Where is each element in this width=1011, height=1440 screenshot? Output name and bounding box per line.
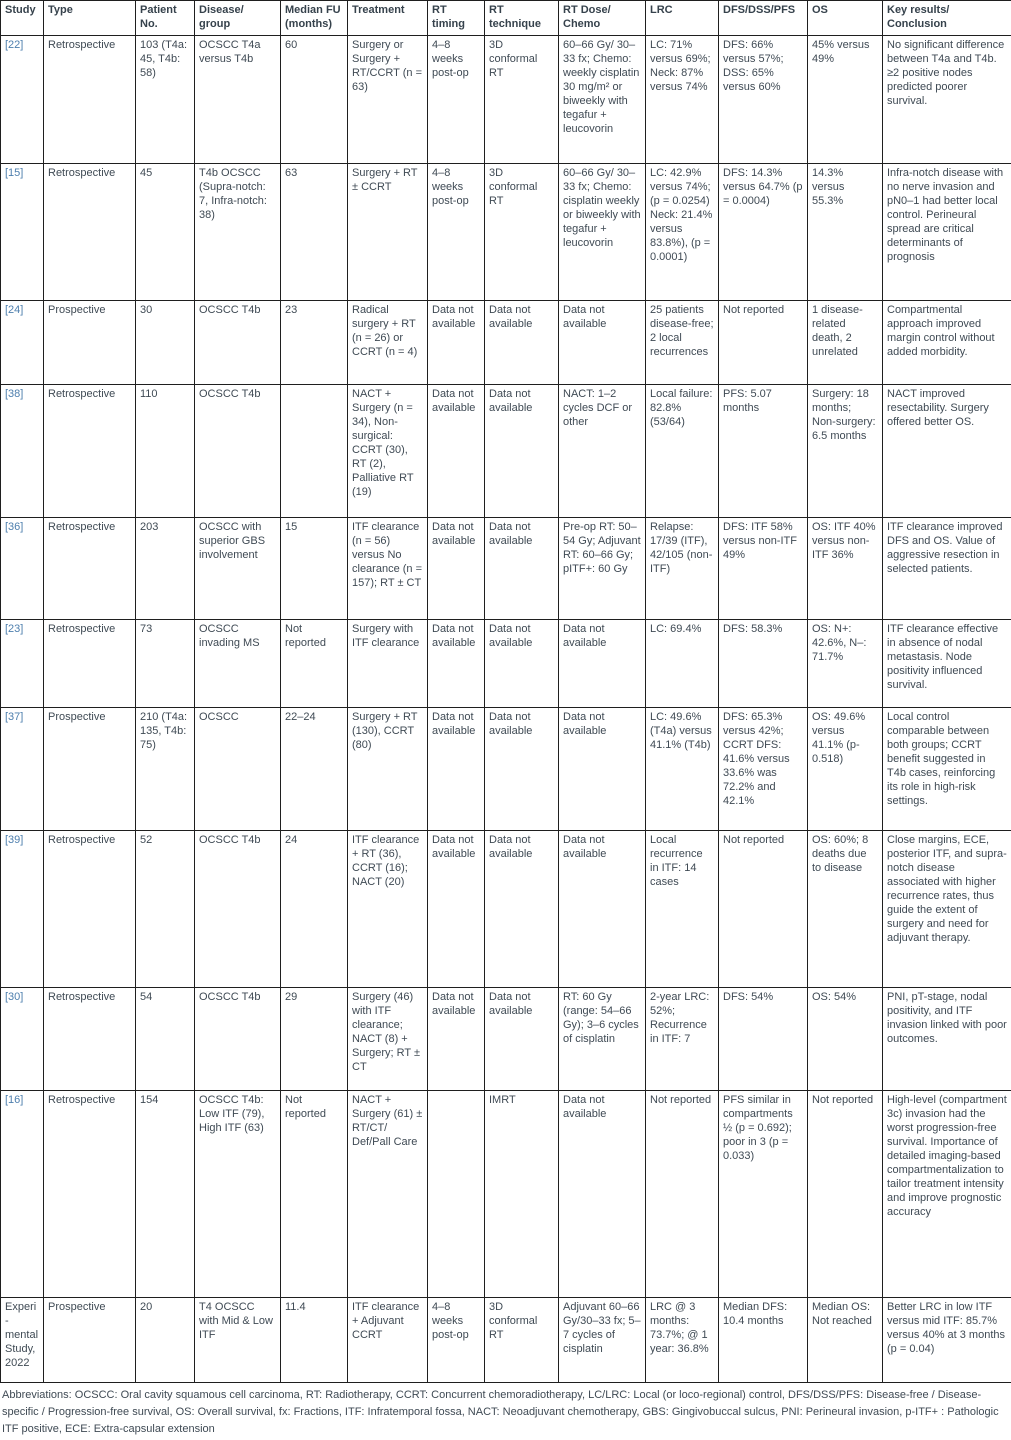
table-cell: OCSCC xyxy=(195,708,281,831)
table-cell: Data not available xyxy=(485,301,559,385)
table-cell: ITF clearance (n = 56) versus No clearance (n = 157); RT ± CT xyxy=(348,518,428,620)
column-header: RT Dose/ Chemo xyxy=(559,1,646,36)
table-cell: LRC @ 3 months: 73.7%; @ 1 year: 36.8% xyxy=(646,1298,719,1383)
table-cell: Adjuvant 60–66 Gy/30–33 fx; 5–7 cycles of cisplatin xyxy=(559,1298,646,1383)
table-cell: 3D conformal RT xyxy=(485,1298,559,1383)
table-cell: Close margins, ECE, posterior ITF, and supra-notch disease associated with higher recurrence rates, thus guide the extent of surgery and need for adjuvant therapy. xyxy=(883,831,1011,988)
table-cell: 4–8 weeks post-op xyxy=(428,164,485,301)
study-cell: Experi-mental Study, 2022 xyxy=(1,1298,44,1383)
table-cell: Retrospective xyxy=(44,988,136,1091)
table-cell: DFS: 14.3% versus 64.7% (p = 0.0004) xyxy=(719,164,808,301)
table-cell: 29 xyxy=(281,988,348,1091)
study-ref-link[interactable]: [16] xyxy=(5,1094,23,1106)
table-cell: 15 xyxy=(281,518,348,620)
table-cell: NACT improved resectability. Surgery offered better OS. xyxy=(883,385,1011,518)
table-cell: Data not available xyxy=(559,1091,646,1298)
table-cell: Data not available xyxy=(559,831,646,988)
table-cell: Not reported xyxy=(719,831,808,988)
table-cell: 1 disease-related death, 2 unrelated xyxy=(808,301,883,385)
table-cell: Retrospective xyxy=(44,36,136,164)
table-cell: OCSCC T4b: Low ITF (79), High ITF (63) xyxy=(195,1091,281,1298)
table-cell: Local failure: 82.8% (53/64) xyxy=(646,385,719,518)
table-cell: 154 xyxy=(136,1091,195,1298)
table-row xyxy=(1,164,1011,301)
table-cell: LC: 69.4% xyxy=(646,620,719,708)
table-cell: OCSCC invading MS xyxy=(195,620,281,708)
table-cell: OCSCC with superior GBS involvement xyxy=(195,518,281,620)
table-cell: Retrospective xyxy=(44,164,136,301)
table-cell: LC: 42.9% versus 74%; (p = 0.0254) Neck: 21.4% versus 83.8%), (p = 0.0001) xyxy=(646,164,719,301)
table-cell: 3D conformal RT xyxy=(485,36,559,164)
table-cell: OCSCC T4a versus T4b xyxy=(195,36,281,164)
table-cell: Compartmental approach improved margin control without added morbidity. xyxy=(883,301,1011,385)
table-cell: OCSCC T4b xyxy=(195,831,281,988)
table-cell: Retrospective xyxy=(44,620,136,708)
table-row xyxy=(1,1298,1011,1383)
table-cell: RT: 60 Gy (range: 54–66 Gy); 3–6 cycles of cisplatin xyxy=(559,988,646,1091)
table-cell: 45% versus 49% xyxy=(808,36,883,164)
table-cell: 4–8 weeks post-op xyxy=(428,1298,485,1383)
table-cell: High-level (compartment 3c) invasion had the worst progression-free survival. Importance of detailed imaging-based compartmentalization to tailor treatment intensity and improve prognostic accuracy xyxy=(883,1091,1011,1298)
table-cell: 60–66 Gy/ 30–33 fx; Chemo: weekly cisplatin 30 mg/m² or biweekly with tegafur + leucovorin xyxy=(559,36,646,164)
table-cell: Not reported xyxy=(281,620,348,708)
table-cell: Prospective xyxy=(44,1298,136,1383)
table-cell: Not reported xyxy=(808,1091,883,1298)
table-cell: ITF clearance improved DFS and OS. Value of aggressive resection in selected patients. xyxy=(883,518,1011,620)
table-cell: Surgery: 18 months; Non-surgery: 6.5 months xyxy=(808,385,883,518)
table-cell: DFS: 65.3% versus 42%; CCRT DFS: 41.6% versus 33.6% was 72.2% and 42.1% xyxy=(719,708,808,831)
table-cell: Surgery (46) with ITF clearance; NACT (8) + Surgery; RT ± CT xyxy=(348,988,428,1091)
study-cell xyxy=(1,708,44,831)
table-cell: PFS: 5.07 months xyxy=(719,385,808,518)
table-cell: Surgery with ITF clearance xyxy=(348,620,428,708)
table-cell: Radical surgery + RT (n = 26) or CCRT (n = 4) xyxy=(348,301,428,385)
table-cell: Median DFS: 10.4 months xyxy=(719,1298,808,1383)
table-cell: 60 xyxy=(281,36,348,164)
table-cell: Surgery or Surgery + RT/CCRT (n = 63) xyxy=(348,36,428,164)
study-cell xyxy=(1,831,44,988)
table-cell: 3D conformal RT xyxy=(485,164,559,301)
table-cell: LC: 71% versus 69%; Neck: 87% versus 74% xyxy=(646,36,719,164)
table-cell: Local control comparable between both groups; CCRT benefit suggested in T4b cases, reinforcing its role in high-risk settings. xyxy=(883,708,1011,831)
table-cell: 210 (T4a: 135, T4b: 75) xyxy=(136,708,195,831)
table-cell: Data not available xyxy=(428,988,485,1091)
table-cell: ITF clearance + Adjuvant CCRT xyxy=(348,1298,428,1383)
table-cell: 73 xyxy=(136,620,195,708)
study-ref-link[interactable]: [23] xyxy=(5,623,23,635)
table-cell: 103 (T4a: 45, T4b: 58) xyxy=(136,36,195,164)
study-cell xyxy=(1,36,44,164)
column-header: Disease/ group xyxy=(195,1,281,36)
table-cell: 54 xyxy=(136,988,195,1091)
table-cell: Data not available xyxy=(485,831,559,988)
table-cell: No significant difference between T4a and T4b. ≥2 positive nodes predicted poorer survival. xyxy=(883,36,1011,164)
table-cell: Pre-op RT: 50–54 Gy; Adjuvant RT: 60–66 Gy; pITF+: 60 Gy xyxy=(559,518,646,620)
table-cell: OCSCC T4b xyxy=(195,988,281,1091)
table-cell: Retrospective xyxy=(44,385,136,518)
table-cell xyxy=(281,385,348,518)
column-header: OS xyxy=(808,1,883,36)
table-cell: 4–8 weeks post-op xyxy=(428,36,485,164)
column-header: RT technique xyxy=(485,1,559,36)
table-cell: Data not available xyxy=(485,385,559,518)
table-cell: 25 patients disease-free; 2 local recurrences xyxy=(646,301,719,385)
table-cell: Data not available xyxy=(485,620,559,708)
column-header: Patient No. xyxy=(136,1,195,36)
table-cell: 24 xyxy=(281,831,348,988)
table-cell: 45 xyxy=(136,164,195,301)
table-cell: Data not available xyxy=(428,301,485,385)
table-cell: Data not available xyxy=(559,620,646,708)
table-cell: Data not available xyxy=(428,385,485,518)
study-ref-link[interactable]: [30] xyxy=(5,991,23,1003)
table-cell: 203 xyxy=(136,518,195,620)
table-cell: 22–24 xyxy=(281,708,348,831)
table-cell: Data not available xyxy=(428,620,485,708)
table-cell: NACT: 1–2 cycles DCF or other xyxy=(559,385,646,518)
column-header: LRC xyxy=(646,1,719,36)
study-cell xyxy=(1,620,44,708)
table-cell: OS: 60%; 8 deaths due to disease xyxy=(808,831,883,988)
study-ref-link[interactable]: [15] xyxy=(5,167,23,179)
table-cell: ITF clearance effective in absence of nodal metastasis. Node positivity influenced survival. xyxy=(883,620,1011,708)
study-cell xyxy=(1,301,44,385)
table-cell: Infra-notch disease with no nerve invasion and pN0–1 had better local control. Perineural spread are critical determinants of prognosis xyxy=(883,164,1011,301)
table-cell: Not reported xyxy=(719,301,808,385)
column-header: DFS/DSS/PFS xyxy=(719,1,808,36)
table-cell: 52 xyxy=(136,831,195,988)
table-cell: IMRT xyxy=(485,1091,559,1298)
table-cell: Surgery + RT (130), CCRT (80) xyxy=(348,708,428,831)
table-row xyxy=(1,620,1011,708)
table-cell: Relapse: 17/39 (ITF), 42/105 (non-ITF) xyxy=(646,518,719,620)
table-cell: PNI, pT-stage, nodal positivity, and ITF invasion linked with poor outcomes. xyxy=(883,988,1011,1091)
table-header xyxy=(1,1,1011,36)
study-ref-link[interactable]: [37] xyxy=(5,711,23,723)
table-cell: Local recurrence in ITF: 14 cases xyxy=(646,831,719,988)
study-ref-link[interactable]: [38] xyxy=(5,388,23,400)
table-cell: Data not available xyxy=(428,831,485,988)
table-cell: Retrospective xyxy=(44,518,136,620)
table-cell: Data not available xyxy=(428,518,485,620)
column-header: Study xyxy=(1,1,44,36)
column-header: RT timing xyxy=(428,1,485,36)
table-cell: Better LRC in low ITF versus mid ITF: 85.7% versus 40% at 3 months (p = 0.04) xyxy=(883,1298,1011,1383)
table-cell: Prospective xyxy=(44,301,136,385)
table-cell: OCSCC T4b xyxy=(195,385,281,518)
table-row xyxy=(1,708,1011,831)
study-ref-link[interactable]: [22] xyxy=(5,39,23,51)
table-cell: 20 xyxy=(136,1298,195,1383)
table-cell: 110 xyxy=(136,385,195,518)
table-cell: DFS: ITF 58% versus non-ITF 49% xyxy=(719,518,808,620)
table-cell: Data not available xyxy=(559,708,646,831)
table-cell: Data not available xyxy=(559,301,646,385)
table-cell: Not reported xyxy=(281,1091,348,1298)
table-cell: Data not available xyxy=(485,708,559,831)
table-row xyxy=(1,36,1011,164)
table-cell: DFS: 58.3% xyxy=(719,620,808,708)
table-cell: DFS: 54% xyxy=(719,988,808,1091)
table-row xyxy=(1,1091,1011,1298)
table-cell: 11.4 xyxy=(281,1298,348,1383)
abbreviations-note: Abbreviations: OCSCC: Oral cavity squamous cell carcinoma, RT: Radiotherapy, CCRT: Concurrent chemoradiotherapy, LC/LRC: Local (or loco-regional) control, DFS/DSS/PFS: Disease-free / Disease-specific / Progression-free survival, OS: Overall survival, fx: Fractions, ITF: Infratemporal fossa, NACT: Neoadjuvant chemotherapy, GBS: Gingivobuccal sulcus, PNI: Perineural invasion, p-ITF+ : Pathologic ITF positive, ECE: Extra-capsular extension xyxy=(0,1383,1011,1440)
study-cell xyxy=(1,988,44,1091)
study-ref-link[interactable]: [39] xyxy=(5,834,23,846)
table-cell: Data not available xyxy=(428,708,485,831)
table-cell: DFS: 66% versus 57%; DSS: 65% versus 60% xyxy=(719,36,808,164)
study-ref-link[interactable]: [24] xyxy=(5,304,23,316)
table-cell: 63 xyxy=(281,164,348,301)
table-cell: Retrospective xyxy=(44,831,136,988)
table-cell: 60–66 Gy/ 30–33 fx; Chemo: cisplatin weekly or biweekly with tegafur + leucovorin xyxy=(559,164,646,301)
table-cell: T4b OCSCC (Supra-notch: 7, Infra-notch: 38) xyxy=(195,164,281,301)
table-body xyxy=(1,36,1011,1383)
table-cell: LC: 49.6% (T4a) versus 41.1% (T4b) xyxy=(646,708,719,831)
column-header: Treatment xyxy=(348,1,428,36)
table-cell: PFS similar in compartments ½ (p = 0.692); poor in 3 (p = 0.033) xyxy=(719,1091,808,1298)
table-cell xyxy=(428,1091,485,1298)
table-cell: ITF clearance + RT (36), CCRT (16); NACT (20) xyxy=(348,831,428,988)
table-cell: OS: 49.6% versus 41.1% (p- 0.518) xyxy=(808,708,883,831)
table-row xyxy=(1,831,1011,988)
study-cell xyxy=(1,385,44,518)
table-row xyxy=(1,988,1011,1091)
table-cell: OS: N+: 42.6%, N–: 71.7% xyxy=(808,620,883,708)
table-cell: 14.3% versus 55.3% xyxy=(808,164,883,301)
table-row xyxy=(1,518,1011,620)
table-cell: 30 xyxy=(136,301,195,385)
study-ref-link[interactable]: [36] xyxy=(5,521,23,533)
table-cell: Data not available xyxy=(485,988,559,1091)
table-row xyxy=(1,301,1011,385)
table-cell: Prospective xyxy=(44,708,136,831)
table-cell: Retrospective xyxy=(44,1091,136,1298)
table-cell: OS: ITF 40% versus non-ITF 36% xyxy=(808,518,883,620)
table-cell: NACT + Surgery (n = 34), Non-surgical: CCRT (30), RT (2), Palliative RT (19) xyxy=(348,385,428,518)
table-cell: NACT + Surgery (61) ± RT/CT/ Def/Pall Care xyxy=(348,1091,428,1298)
table-cell: Data not available xyxy=(485,518,559,620)
table-cell: OS: 54% xyxy=(808,988,883,1091)
table-row xyxy=(1,385,1011,518)
study-cell xyxy=(1,1091,44,1298)
table-cell: Surgery + RT ± CCRT xyxy=(348,164,428,301)
study-cell xyxy=(1,518,44,620)
table-cell: Not reported xyxy=(646,1091,719,1298)
study-cell xyxy=(1,164,44,301)
table-cell: 23 xyxy=(281,301,348,385)
column-header: Type xyxy=(44,1,136,36)
header-row xyxy=(1,1,1011,36)
table-cell: T4 OCSCC with Mid & Low ITF xyxy=(195,1298,281,1383)
table-cell: Median OS: Not reached xyxy=(808,1298,883,1383)
column-header: Median FU (months) xyxy=(281,1,348,36)
column-header: Key results/ Conclusion xyxy=(883,1,1011,36)
table-cell: 2-year LRC: 52%; Recurrence in ITF: 7 xyxy=(646,988,719,1091)
table-cell: OCSCC T4b xyxy=(195,301,281,385)
